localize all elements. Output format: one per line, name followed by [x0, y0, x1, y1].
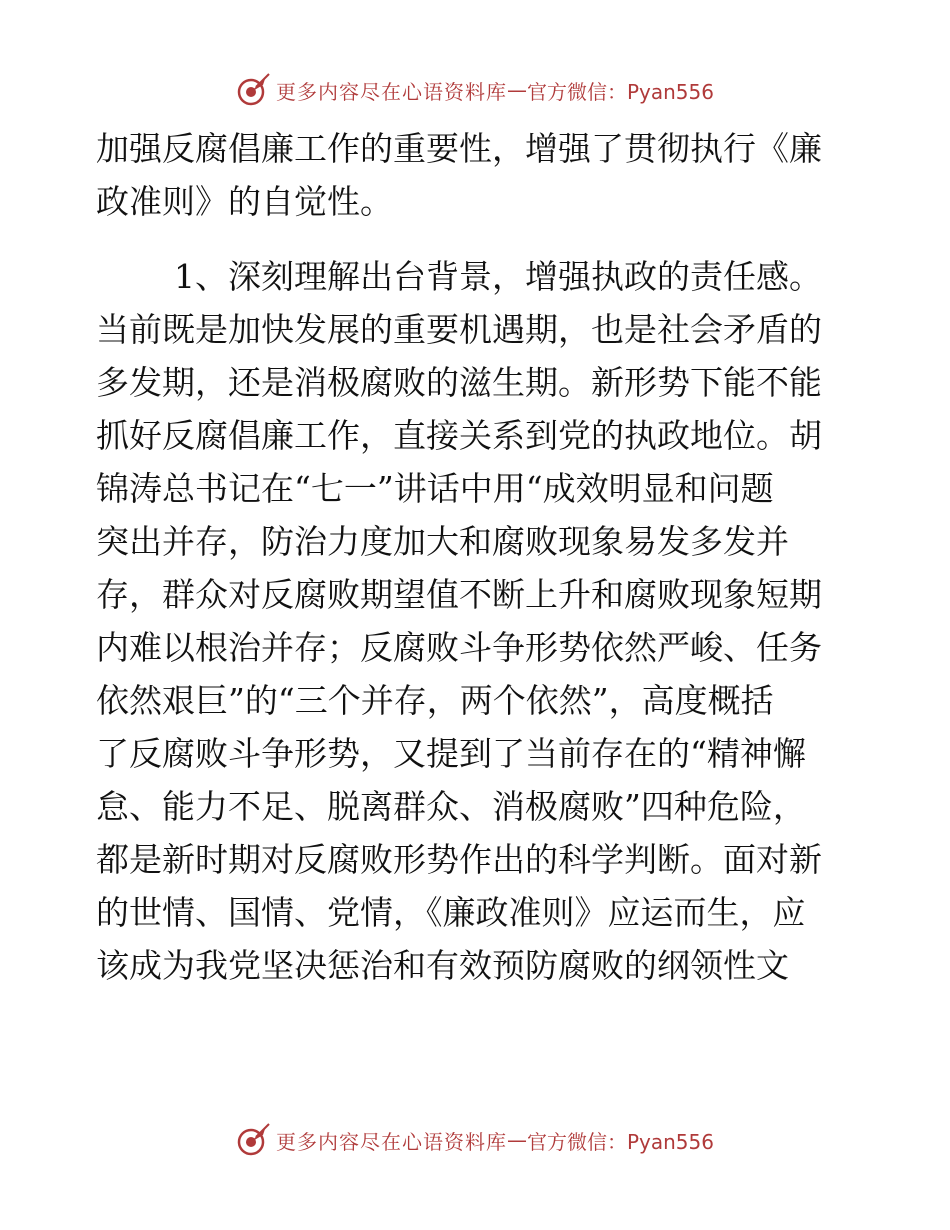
quill-logo-icon: [236, 73, 270, 107]
footer-watermark: [0, 1120, 950, 1160]
text-line: 依然艰巨”的“三个并存，两个依然”，高度概括: [96, 681, 774, 720]
paragraph: [96, 250, 856, 992]
text-line: 该成为我党坚决惩治和有效预防腐败的纲领性文: [96, 946, 789, 985]
text-line: 多发期，还是消极腐败的滋生期。新形势下能不能: [96, 363, 822, 402]
text-line: 当前既是加快发展的重要机遇期，也是社会矛盾的: [96, 310, 822, 349]
text-line: 政准则》的自觉性。: [96, 182, 393, 221]
document-body: [96, 122, 856, 992]
text-line: 锦涛总书记在“七一”讲话中用“成效明显和问题: [96, 469, 774, 508]
text-line: 加强反腐倡廉工作的重要性，增强了贯彻执行《廉: [96, 129, 822, 168]
text-line: 突出并存，防治力度加大和腐败现象易发多发并: [96, 522, 789, 561]
watermark-brand: 更多内容尽在心语资料库: [275, 1129, 507, 1154]
text-line: 怠、能力不足、脱离群众、消极腐败”四种危险，: [96, 787, 806, 826]
header-watermark: [0, 70, 950, 110]
text-line: 的世情、国情、党情，《廉政准则》应运而生，应: [96, 893, 806, 932]
watermark-separator: —: [506, 78, 527, 102]
watermark-brand: 更多内容尽在心语资料库: [275, 79, 507, 104]
text-line: 了反腐败斗争形势，又提到了当前存在的“精神懈: [96, 734, 806, 773]
watermark-wechat: 官方微信：Pyan556: [526, 1129, 714, 1154]
watermark-wechat: 官方微信：Pyan556: [526, 79, 714, 104]
text-line: 存，群众对反腐败期望值不断上升和腐败现象短期: [96, 575, 822, 614]
text-line: 1、深刻理解出台背景，增强执政的责任感。: [174, 257, 822, 296]
paragraph: [96, 122, 856, 228]
text-line: 都是新时期对反腐败形势作出的科学判断。面对新: [96, 840, 822, 879]
quill-logo-icon: [236, 1123, 270, 1157]
watermark-separator: —: [506, 1128, 527, 1152]
text-line: 抓好反腐倡廉工作，直接关系到党的执政地位。胡: [96, 416, 822, 455]
text-line: 内难以根治并存；反腐败斗争形势依然严峻、任务: [96, 628, 822, 667]
